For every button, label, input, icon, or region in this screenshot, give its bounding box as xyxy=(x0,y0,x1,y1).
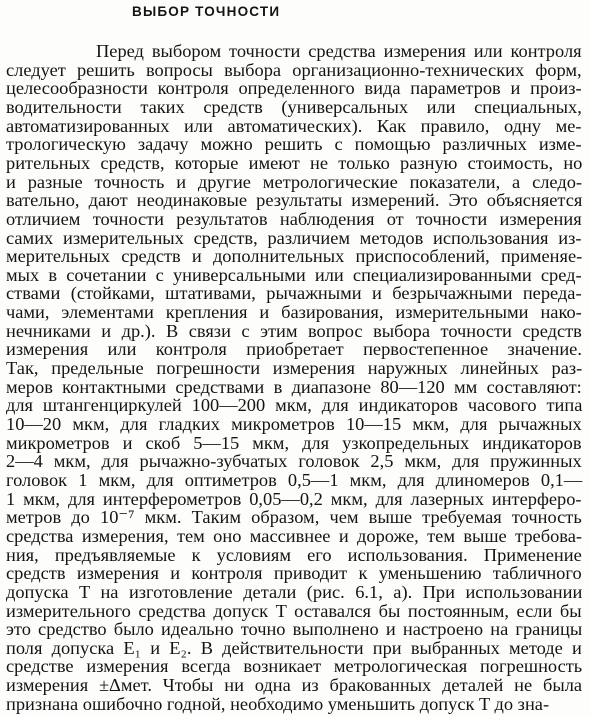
text-line: средства измерения, тем оно массивнее и дороже, тем выше требова- xyxy=(6,525,582,546)
text-line: ствами (стойками, штативами, рычажными и безрычажными переда- xyxy=(6,283,582,304)
text-line: мых в сочетании с универсальными или специализированными сред- xyxy=(6,264,582,285)
text-line: автоматизированных или автоматических). Как правило, одну ме- xyxy=(6,115,582,136)
text-line: микрометров и скоб 5—15 мкм, для узкопредельных индикаторов xyxy=(6,432,582,453)
text-line: трологическую задачу можно решить с помощью различных изме- xyxy=(6,134,582,155)
text-line: 10—20 мкм, для гладких микрометров 10—15 мкм, для рычажных xyxy=(6,414,582,434)
text-line: средстве измерения всегда возникает метрологическая погрешность xyxy=(6,656,583,677)
text-line: мерительных средств и дополнительных приспособлений, применяе- xyxy=(6,246,583,267)
text-line: поля допуска E₁ и E₂. В действительности при выбранных методе и xyxy=(6,637,582,658)
text-line: Перед выбором точности средства измерения или контроля xyxy=(96,41,582,61)
text-line: для штангенциркулей 100—200 мкм, для индикаторов часового типа xyxy=(6,395,583,416)
text-line: водительности таких средств (универсальных или специальных, xyxy=(6,96,582,117)
text-line: следует решить вопросы выбора организационно-технических форм, xyxy=(6,59,582,80)
text-line: Так, предельные погрешности измерения наружных линейных раз- xyxy=(6,358,583,379)
text-line: нечниками и др.). В связи с этим вопрос выбора точности средств xyxy=(6,320,582,341)
text-line: ния, предъявляемые к условиям его использования. Применение xyxy=(6,544,582,565)
text-line: 2—4 мкм, для рычажно-зубчатых головок 2,5 мкм, для пружинных xyxy=(6,451,582,472)
text-line: рительных средств, которые имеют не только разную стоимость, но xyxy=(6,152,583,173)
text-line: допуска T на изготовление детали (рис. 6.1, a). При использовании xyxy=(6,581,583,602)
section-heading: ВЫБОР ТОЧНОСТИ xyxy=(132,4,281,19)
text-line: измерения или контроля приобретает первостепенное значение. xyxy=(6,339,582,360)
text-line: чами, элементами крепления и базирования, измерительными нако- xyxy=(6,302,582,323)
text-line: средств измерения и контроля приводит к уменьшению табличного xyxy=(6,563,582,584)
text-line: 1 мкм, для интерферометров 0,05—0,2 мкм, для лазерных интерферо- xyxy=(6,488,582,509)
text-line: отличием точности результатов наблюдения от точности измерения xyxy=(6,208,582,229)
text-line: целесообразности контроля определенного вида параметров и произ- xyxy=(6,78,582,99)
text-line: измерительного средства допуск T оставался бы постоянным, если бы xyxy=(6,600,582,621)
text-line: меров контактными средствами в диапазоне 80—120 мм составляют: xyxy=(6,376,582,397)
text-line: самих измерительных средств, различием методов использования из- xyxy=(6,227,582,248)
text-line: признана ошибочно годной, необходимо уменьшить допуск T до зна- xyxy=(6,693,550,714)
text-line: измерения ±Δмет. Чтобы ни одна из бракованных деталей не была xyxy=(6,675,583,696)
text-line: и разные точность и другие метрологические показатели, а следо- xyxy=(6,171,583,192)
text-line: это средство было идеально точно выполнено и настроено на границы xyxy=(6,619,583,640)
text-line: вательно, дают неодинаковые результаты измерений. Это объясняется xyxy=(6,190,583,211)
text-line: головок 1 мкм, для оптиметров 0,5—1 мкм, для длиномеров 0,1— xyxy=(6,469,583,490)
text-line: метров до 10⁻⁷ мкм. Таким образом, чем выше требуемая точность xyxy=(6,507,582,528)
